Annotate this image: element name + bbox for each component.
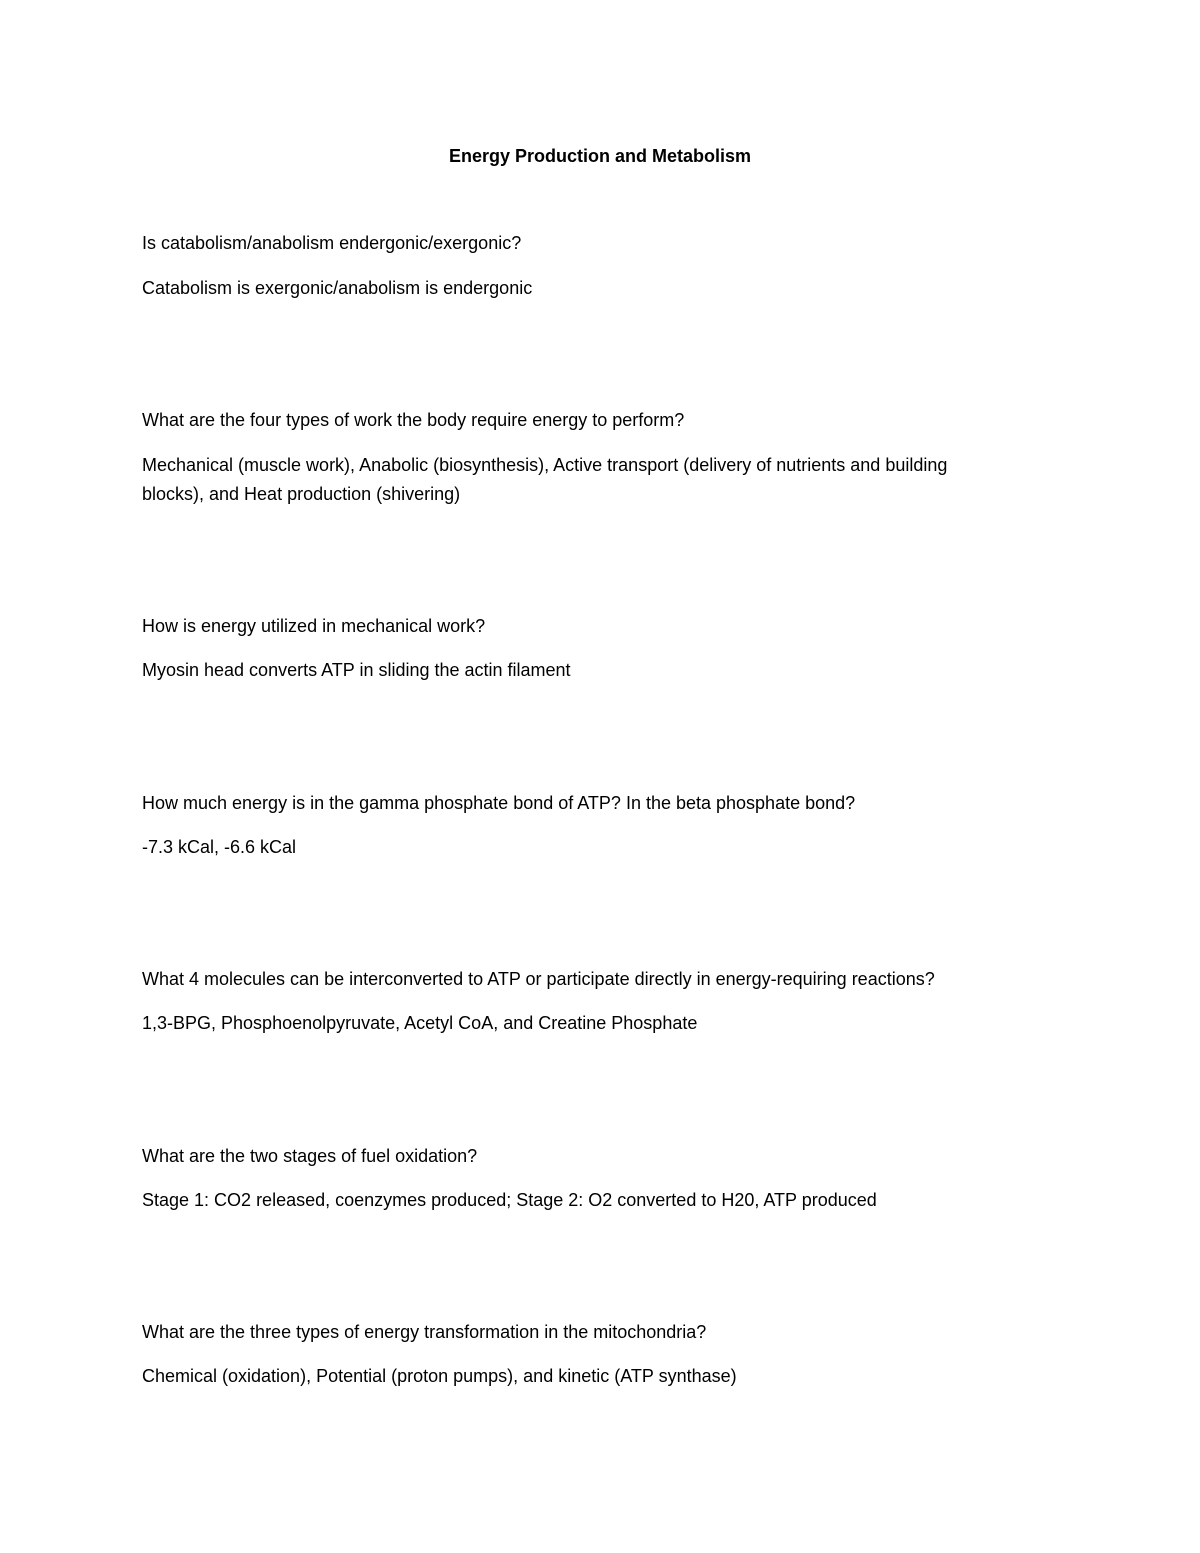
answer-text: Myosin head converts ATP in sliding the actin filament — [142, 660, 571, 680]
answer-text: 1,3-BPG, Phosphoenolpyruvate, Acetyl CoA, and Creatine Phosphate — [142, 1013, 698, 1033]
question-text: What are the two stages of fuel oxidation? — [142, 1146, 478, 1166]
answer-text: Catabolism is exergonic/anabolism is endergonic — [142, 278, 533, 298]
question-text: How much energy is in the gamma phosphate bond of ATP? In the beta phosphate bond? — [142, 793, 856, 813]
answer-text: Mechanical (muscle work), Anabolic (biosynthesis), Active transport (delivery of nutrients and building — [142, 455, 948, 475]
question-text: What 4 molecules can be interconverted to ATP or participate directly in energy-requiring reactions? — [142, 969, 935, 989]
question-text: What are the three types of energy transformation in the mitochondria? — [142, 1322, 707, 1342]
question-text: What are the four types of work the body require energy to perform? — [142, 410, 685, 430]
answer-text: Stage 1: CO2 released, coenzymes produced; Stage 2: O2 converted to H20, ATP produced — [142, 1190, 877, 1210]
answer-text: Chemical (oxidation), Potential (proton pumps), and kinetic (ATP synthase) — [142, 1366, 737, 1386]
document-title: Energy Production and Metabolism — [448, 146, 752, 166]
question-text: Is catabolism/anabolism endergonic/exergonic? — [142, 233, 522, 253]
answer-text: blocks), and Heat production (shivering) — [142, 484, 461, 504]
answer-text: -7.3 kCal, -6.6 kCal — [142, 837, 297, 857]
question-text: How is energy utilized in mechanical work? — [142, 616, 486, 636]
